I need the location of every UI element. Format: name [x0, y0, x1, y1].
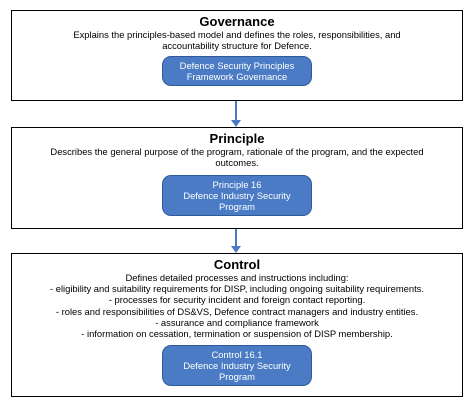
governance-title: Governance: [199, 14, 275, 29]
principle-description-line: Describes the general purpose of the program, rationale of the program, and the expected: [50, 146, 424, 157]
control-box-line: Control 16.1: [211, 349, 263, 361]
principle-box-line: Principle 16: [212, 179, 262, 191]
control-title: Control: [213, 257, 261, 272]
control-panel: [11, 253, 463, 397]
governance-description-line: accountability structure for Defence.: [162, 40, 312, 52]
control-box-line: Defence Industry Security: [183, 360, 291, 372]
principle-description-line: outcomes.: [215, 157, 259, 169]
principle-description: [12, 146, 462, 168]
principle-panel: [11, 127, 463, 229]
principle-title: Principle: [209, 131, 265, 146]
control-description-line: - information on cessation, termination or suspension of DISP membership.: [81, 328, 393, 340]
control-description-line: - eligibility and suitability requirements for DISP, including ongoing suitability requirements.: [50, 283, 424, 295]
governance-panel: [11, 10, 463, 101]
control-description-line: - roles and responsibilities of DS&VS, Defence contract managers and industry entities.: [55, 305, 419, 317]
principle-box-line: Defence Industry Security: [183, 190, 291, 202]
governance-box: [162, 56, 312, 86]
governance-description: [12, 29, 462, 51]
control-description-line: - assurance and compliance framework: [155, 316, 319, 328]
control-box-line: Program: [219, 371, 255, 383]
control-description: [12, 272, 462, 339]
principle-box-line: Program: [219, 201, 255, 213]
control-description-line: - processes for security incident and foreign contact reporting.: [108, 294, 366, 306]
governance-box-line: Framework Governance: [186, 71, 288, 83]
governance-description-line: Explains the principles-based model and defines the roles, responsibilities, and: [73, 29, 401, 40]
control-box: [162, 345, 312, 386]
governance-box-line: Defence Security Principles: [179, 60, 295, 72]
control-description-line: Defines detailed processes and instructions including:: [125, 272, 349, 283]
principle-box: [162, 175, 312, 216]
